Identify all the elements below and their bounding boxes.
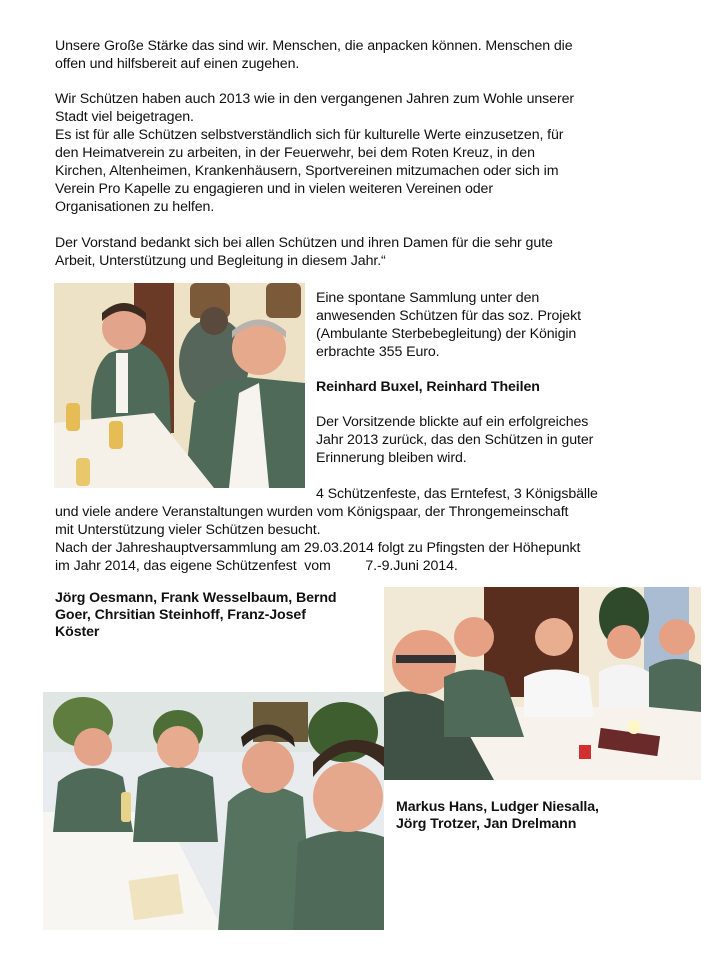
paragraph-line: Jahr 2013 zurück, das den Schützen in guter	[316, 432, 594, 448]
photo-caption: Reinhard Buxel, Reinhard Theilen	[316, 379, 540, 395]
paragraph-line: Eine spontane Sammlung unter den	[316, 290, 540, 306]
paragraph-line: Arbeit, Unterstützung und Begleitung in diesem Jahr.“	[55, 253, 386, 269]
paragraph-line: Es ist für alle Schützen selbstverständlich sich für kulturelle Werte einzusetzen, für	[55, 127, 564, 143]
paragraph-line: Der Vorsitzende blickte auf ein erfolgreiches	[316, 414, 589, 430]
paragraph-line: offen und hilfsbereit auf einen zugehen.	[55, 56, 300, 72]
photo-caption: Jörg Oesmann, Frank Wesselbaum, Bernd	[55, 590, 337, 606]
photo-caption: Köster	[55, 624, 100, 640]
paragraph-line: (Ambulante Sterbebegleitung) der Königin	[316, 326, 577, 342]
paragraph-line: erbrachte 355 Euro.	[316, 344, 440, 360]
paragraph-line: mit Unterstützung vieler Schützen besucht.	[55, 522, 321, 538]
paragraph-line: Kirchen, Altenheimen, Krankenhäusern, Sportvereinen mitzumachen oder sich im	[55, 163, 559, 179]
paragraph-line: anwesenden Schützen für das soz. Projekt	[316, 308, 581, 324]
paragraph-line: Nach der Jahreshauptversammlung am 29.03.2014 folgt zu Pfingsten der Höhepunkt	[55, 540, 581, 556]
paragraph-line: Erinnerung bleiben wird.	[316, 450, 467, 466]
photo-caption: Goer, Chrsitian Steinhoff, Franz-Josef	[55, 607, 306, 623]
paragraph-line: Unsere Große Stärke das sind wir. Menschen, die anpacken können. Menschen die	[55, 38, 573, 54]
photo-caption: Markus Hans, Ludger Niesalla,	[396, 799, 599, 815]
paragraph-line: Stadt viel beigetragen.	[55, 109, 194, 125]
paragraph-line: im Jahr 2014, das eigene Schützenfest vom 7.-9.Juni 2014.	[55, 558, 458, 574]
paragraph-line: den Heimatverein zu arbeiten, in der Feuerwehr, bei dem Roten Kreuz, in den	[55, 145, 535, 161]
paragraph-line: Wir Schützen haben auch 2013 wie in den vergangenen Jahren zum Wohle unserer	[55, 91, 574, 107]
photo-reinhard-buxel-theilen	[54, 283, 305, 488]
photo-caption: Jörg Trotzer, Jan Drelmann	[396, 816, 577, 832]
photo-table-group-four	[43, 692, 384, 930]
photo-table-group-five	[384, 587, 701, 780]
paragraph-line: Organisationen zu helfen.	[55, 199, 215, 215]
paragraph-line: 4 Schützenfeste, das Erntefest, 3 Königsbälle	[316, 486, 598, 502]
paragraph-line: Der Vorstand bedankt sich bei allen Schützen und ihren Damen für die sehr gute	[55, 235, 553, 251]
paragraph-line: Verein Pro Kapelle zu engagieren und in vielen weiteren Vereinen oder	[55, 181, 493, 197]
paragraph-line: und viele andere Veranstaltungen wurden vom Königspaar, der Throngemeinschaft	[55, 504, 569, 520]
